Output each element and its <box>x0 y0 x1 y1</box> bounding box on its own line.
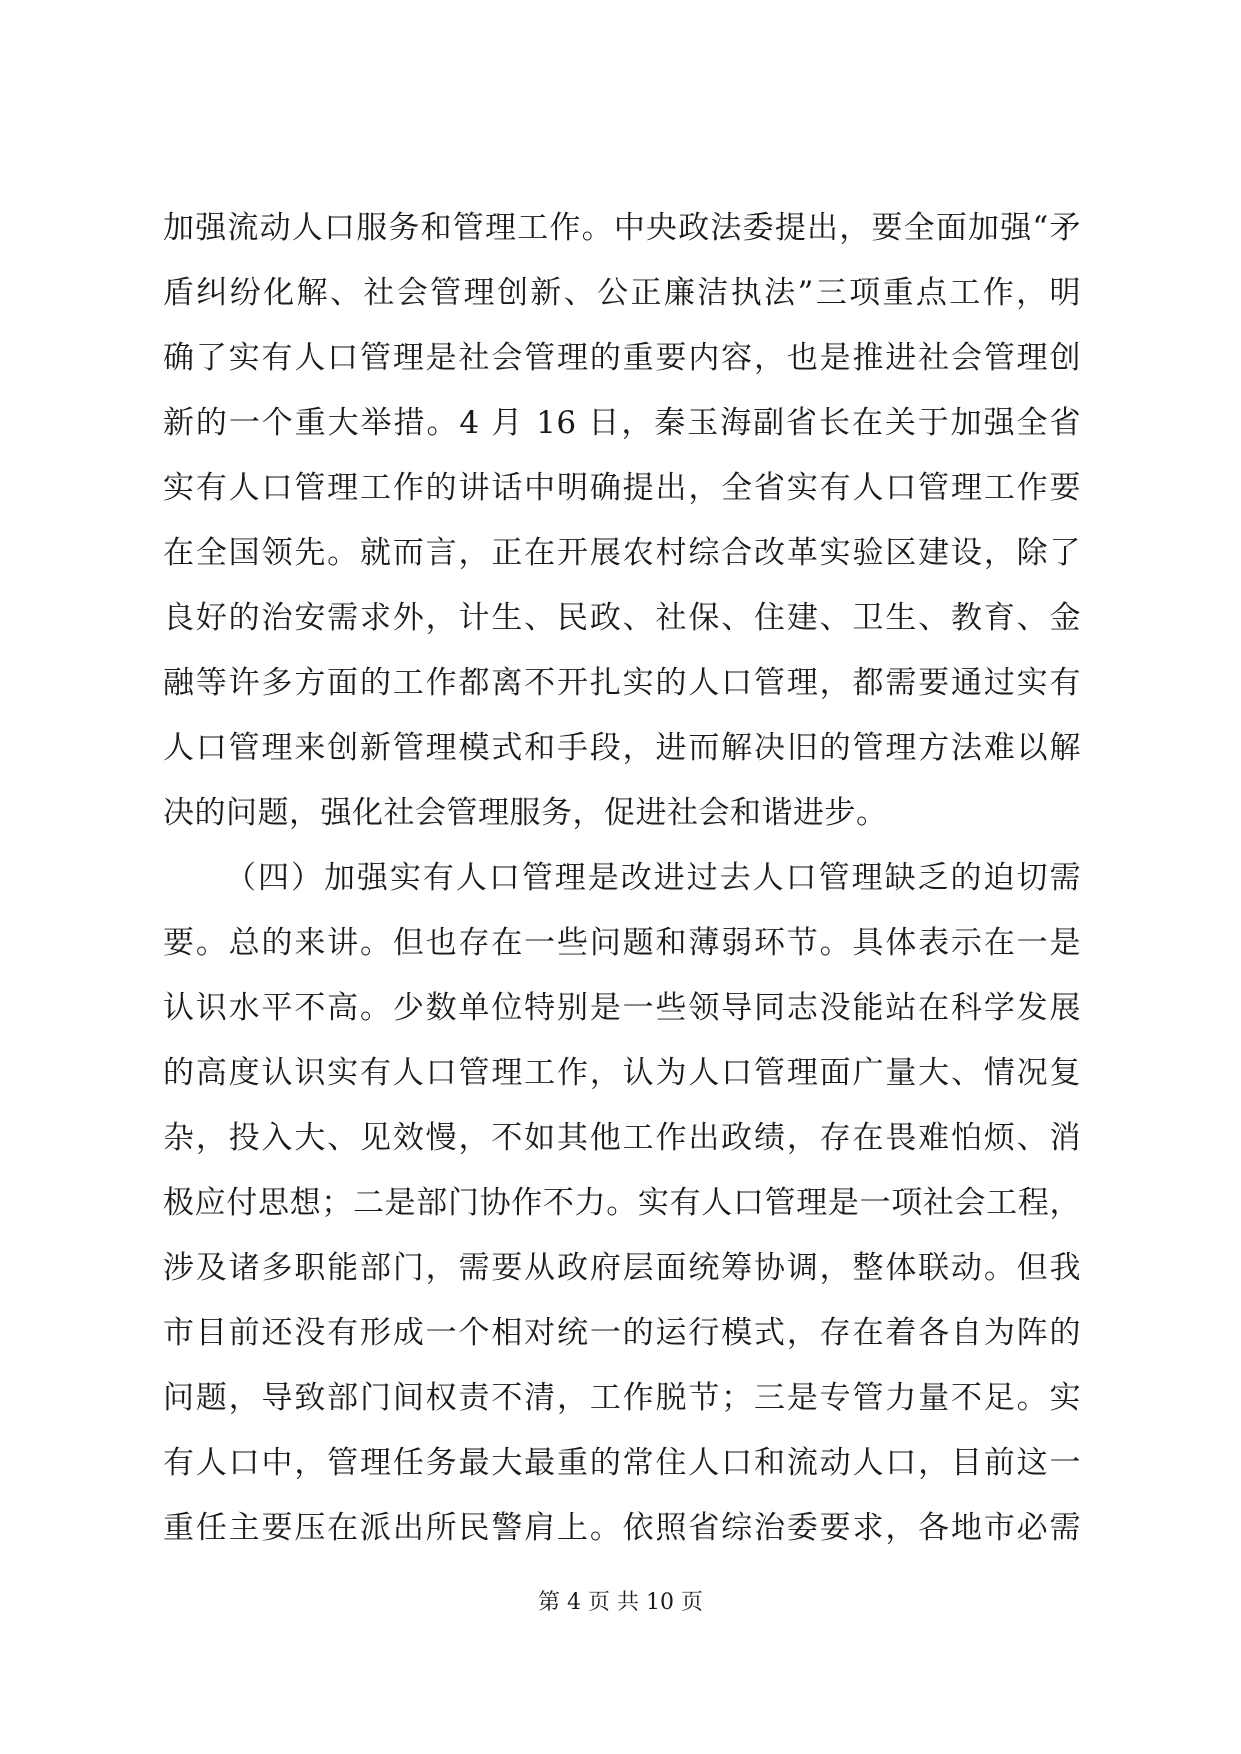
text-line: 涉及诸多职能部门，需要从政府层面统筹协调，整体联动。但我 <box>163 1250 1081 1286</box>
text-line: 在全国领先。就而言，正在开展农村综合改革实验区建设，除了 <box>163 535 1081 571</box>
text-line: 市目前还没有形成一个相对统一的运行模式，存在着各自为阵的 <box>163 1315 1081 1351</box>
text-line: 认识水平不高。少数单位特别是一些领导同志没能站在科学发展 <box>163 990 1081 1026</box>
document-body <box>163 196 1081 1561</box>
text-line: 要。总的来讲。但也存在一些问题和薄弱环节。具体表示在一是 <box>163 925 1081 961</box>
text-line: 加强流动人口服务和管理工作。中央政法委提出，要全面加强“矛 <box>163 210 1081 246</box>
text-line: 确了实有人口管理是社会管理的重要内容，也是推进社会管理创 <box>163 340 1081 376</box>
text-line: 重任主要压在派出所民警肩上。依照省综治委要求，各地市必需 <box>163 1510 1081 1546</box>
paragraph-2 <box>163 846 1081 1561</box>
text-line: 决的问题，强化社会管理服务，促进社会和谐进步。 <box>163 795 888 831</box>
text-line: （四）加强实有人口管理是改进过去人口管理缺乏的迫切需 <box>225 860 1081 896</box>
text-line: 有人口中，管理任务最大最重的常住人口和流动人口，目前这一 <box>163 1445 1081 1481</box>
text-line: 极应付思想；二是部门协作不力。实有人口管理是一项社会工程， <box>163 1185 1081 1221</box>
text-line: 杂，投入大、见效慢，不如其他工作出政绩，存在畏难怕烦、消 <box>163 1120 1081 1156</box>
page-number-footer: 第 4 页 共 10 页 <box>538 1590 703 1615</box>
text-line: 人口管理来创新管理模式和手段，进而解决旧的管理方法难以解 <box>163 730 1081 766</box>
text-line: 的高度认识实有人口管理工作，认为人口管理面广量大、情况复 <box>163 1055 1081 1091</box>
text-line: 问题，导致部门间权责不清，工作脱节；三是专管力量不足。实 <box>163 1380 1081 1416</box>
text-line: 新的一个重大举措。4 月 16 日，秦玉海副省长在关于加强全省 <box>163 405 1081 441</box>
text-line: 融等许多方面的工作都离不开扎实的人口管理，都需要通过实有 <box>163 665 1081 701</box>
text-line: 实有人口管理工作的讲话中明确提出，全省实有人口管理工作要 <box>163 470 1081 506</box>
text-line: 良好的治安需求外，计生、民政、社保、住建、卫生、教育、金 <box>163 600 1081 636</box>
paragraph-1 <box>163 196 1081 846</box>
text-line: 盾纠纷化解、社会管理创新、公正廉洁执法”三项重点工作，明 <box>163 275 1081 311</box>
